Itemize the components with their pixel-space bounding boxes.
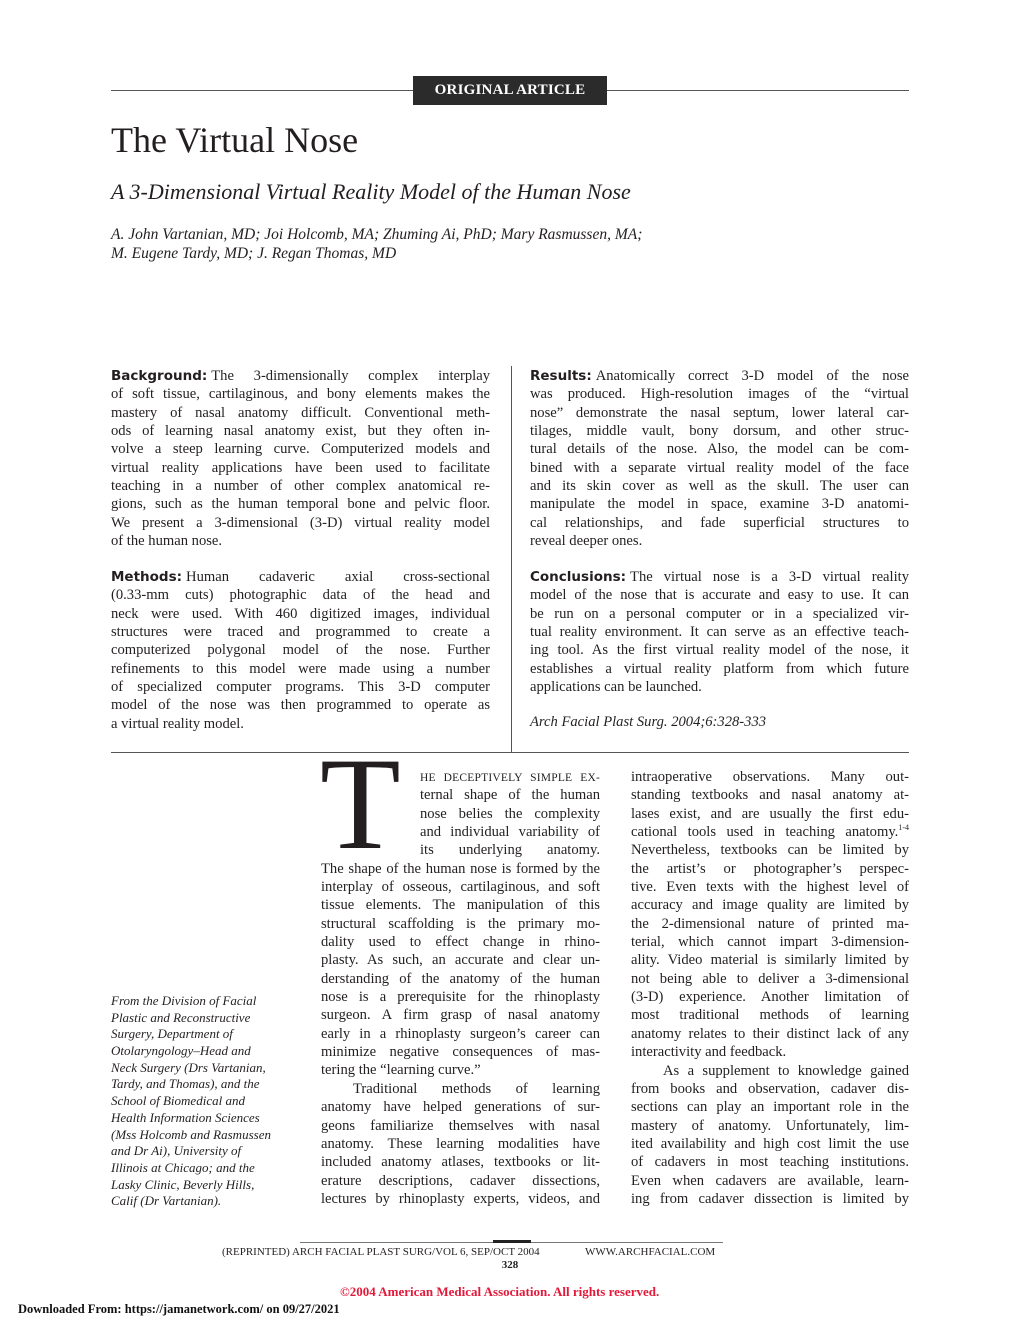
line-text: terial, which cannot impart 3-dimension- — [631, 934, 909, 951]
line-text: of cadavers in most teaching institutions. — [631, 1154, 909, 1171]
line-text: tering the “learning curve.” — [321, 1062, 481, 1079]
line-text: (3-D) experience. Another limitation of — [631, 989, 909, 1006]
line-text: of soft tissue, cartilaginous, and bony elements makes the — [111, 386, 490, 403]
text-line — [631, 1153, 909, 1171]
line-text: structures were traced and programmed to create a — [111, 624, 490, 641]
line-text: was produced. High-resolution images of the “virtual — [530, 386, 909, 403]
line-text: manipulate the model in space, examine 3-D anatomi- — [530, 496, 909, 513]
line-text: anatomy have helped generations of sur- — [321, 1099, 600, 1116]
line-text: Human cadaveric axial cross-sectional — [186, 569, 490, 585]
line-text: intraoperative observations. Many out- — [631, 769, 909, 785]
text-line — [631, 1025, 909, 1043]
line-text: computerized polygonal model of the nose. Further — [111, 642, 490, 659]
line-text: volve a steep learning curve. Computerized models and — [111, 441, 490, 458]
affiliation-line: Surgery, Department of — [111, 1026, 233, 1042]
text-line — [321, 951, 600, 969]
text-line — [321, 1098, 600, 1116]
text-line — [321, 988, 600, 1006]
text-line — [631, 915, 909, 933]
text-line — [631, 1098, 909, 1116]
text-line — [321, 1172, 600, 1190]
text-line — [420, 768, 600, 786]
text-line — [111, 678, 490, 696]
line-text: Traditional methods of learning — [353, 1080, 600, 1097]
text-line — [420, 841, 600, 859]
line-text: accuracy and image quality are limited by — [631, 897, 909, 914]
text-line — [530, 422, 909, 440]
affiliation-line: Plastic and Reconstructive — [111, 1009, 251, 1025]
text-line — [420, 805, 600, 823]
text-line — [321, 1190, 600, 1208]
text-line — [530, 678, 909, 696]
affiliation-line: Lasky Clinic, Beverly Hills, — [111, 1176, 255, 1192]
abstract-results — [530, 367, 909, 550]
line-text: The 3-dimensionally complex interplay — [211, 368, 490, 384]
text-line — [530, 477, 909, 495]
affiliation-line: Neck Surgery (Drs Vartanian, — [111, 1059, 266, 1075]
text-line — [111, 568, 490, 586]
line-text: mastery of nasal anatomy difficult. Conventional meth- — [111, 404, 490, 421]
line-text: erature descriptions, cadaver dissections, — [321, 1172, 600, 1189]
text-line — [631, 1043, 909, 1061]
article-type-badge: ORIGINAL ARTICLE — [413, 76, 607, 105]
citation: Arch Facial Plast Surg. 2004;6:328-333 — [530, 714, 767, 730]
text-line — [530, 440, 909, 458]
abstract-conclusions — [530, 568, 909, 696]
text-line — [111, 459, 490, 477]
text-line — [530, 367, 909, 385]
text-line — [631, 823, 909, 841]
abstract-column-divider — [511, 366, 512, 752]
text-line — [530, 568, 909, 586]
line-text: the artist’s or photographer’s perspec- — [631, 860, 909, 877]
affiliation-line: School of Biomedical and — [111, 1093, 245, 1109]
text-line — [321, 1117, 600, 1135]
line-text: and individual variability of — [420, 824, 600, 841]
section-label: Results: — [530, 368, 592, 384]
footer-journal: (REPRINTED) ARCH FACIAL PLAST SURG/VOL 6, SEP/OCT 2004 — [222, 1246, 540, 1258]
body-column-2 — [321, 860, 600, 1209]
line-text: anatomy. These learning modalities have — [321, 1135, 600, 1152]
article-title: The Virtual Nose — [111, 120, 359, 160]
text-line — [631, 1006, 909, 1024]
line-text: virtual reality applications have been used to facilitate — [111, 459, 490, 476]
download-notice: Downloaded From: https://jamanetwork.com/ on 09/27/2021 — [18, 1302, 340, 1316]
line-text: lectures by rhinoplasty experts, videos, and — [321, 1190, 600, 1207]
text-line — [111, 715, 490, 733]
copyright-notice: ©2004 American Medical Association. All rights reserved. — [340, 1284, 660, 1299]
text-line — [321, 1153, 600, 1171]
text-line — [321, 915, 600, 933]
line-text: The shape of the human nose is formed by the — [321, 860, 600, 877]
line-text: tual reality environment. It can serve as an effective teach- — [530, 624, 909, 641]
text-line — [321, 970, 600, 988]
text-line — [111, 495, 490, 513]
line-text: cal relationships, and fade superficial structures to — [530, 514, 909, 531]
text-line — [111, 623, 490, 641]
text-line — [111, 660, 490, 678]
author-line: M. Eugene Tardy, MD; J. Regan Thomas, MD — [111, 245, 397, 262]
text-line — [631, 951, 909, 969]
reference-superscript[interactable]: 1-4 — [898, 823, 909, 833]
text-line — [530, 459, 909, 477]
line-text: sections can play an important role in the — [631, 1099, 909, 1116]
line-text: applications can be launched. — [530, 679, 702, 696]
line-text: from books and observation, cadaver dis- — [631, 1080, 909, 1097]
text-line — [530, 586, 909, 604]
line-text: of the human nose. — [111, 533, 223, 550]
line-text: cational tools used in teaching anatomy. — [631, 824, 899, 841]
text-line — [631, 786, 909, 804]
abstract-bottom-rule — [111, 752, 909, 753]
line-text: ternal shape of the human — [420, 787, 600, 804]
line-text: ality. Video material is similarly limited by — [631, 952, 909, 969]
line-text: establishes a virtual reality platform from which future — [530, 660, 909, 677]
text-line — [631, 841, 909, 859]
affiliation-line: Tardy, and Thomas), and the — [111, 1076, 260, 1092]
text-line — [631, 933, 909, 951]
line-text: ing from cadaver dissection is limited by — [631, 1190, 909, 1207]
footer-website[interactable]: WWW.ARCHFACIAL.COM — [585, 1246, 716, 1258]
line-text: tilages, middle vault, bony dorsum, and other struc- — [530, 423, 909, 440]
text-line — [530, 404, 909, 422]
line-text: geons familiarize themselves with nasal — [321, 1117, 600, 1134]
affiliation-line: Otolaryngology–Head and — [111, 1043, 251, 1059]
drop-cap: T — [320, 730, 401, 877]
text-line — [111, 532, 490, 550]
text-line — [321, 1006, 600, 1024]
text-line — [321, 1061, 600, 1079]
text-line — [321, 933, 600, 951]
affiliation-line: Illinois at Chicago; and the — [111, 1159, 255, 1175]
text-line — [321, 860, 600, 878]
line-text: lases exist, and are usually the first edu- — [631, 805, 909, 822]
line-text: dality used to effect change in rhino- — [321, 934, 600, 951]
text-line — [530, 660, 909, 678]
article-subtitle: A 3-Dimensional Virtual Reality Model of the Human Nose — [111, 179, 631, 204]
footer-journal-info — [222, 1245, 722, 1259]
line-text: model of the nose was then programmed to operate as — [111, 697, 490, 714]
line-text: mastery of anatomy. Unfortunately, lim- — [631, 1117, 909, 1134]
author-list — [111, 225, 642, 263]
line-text: a virtual reality model. — [111, 715, 244, 732]
text-line — [321, 1025, 600, 1043]
page-number: 328 — [501, 1259, 519, 1271]
line-text: minimize negative consequences of mas- — [321, 1044, 600, 1061]
line-text: ing tool. As the first virtual reality model of the nose, it — [530, 642, 909, 659]
line-text: structural scaffolding is the primary mo- — [321, 915, 600, 932]
line-text: teaching in a number of other complex anatomical re- — [111, 478, 490, 495]
text-line — [111, 477, 490, 495]
text-line — [631, 1190, 909, 1208]
text-line — [631, 970, 909, 988]
line-text: reveal deeper ones. — [530, 533, 643, 550]
text-line — [111, 440, 490, 458]
text-line — [530, 623, 909, 641]
line-text: tural details of the nose. Also, the model can be com- — [530, 441, 909, 458]
text-line — [111, 641, 490, 659]
author-line: A. John Vartanian, MD; Joi Holcomb, MA; Zhuming Ai, PhD; Mary Rasmussen, MA; — [111, 226, 643, 243]
line-text: be run on a personal computer or in a specialized vir- — [530, 605, 909, 622]
line-text: nose” demonstrate the nasal septum, lower lateral car- — [530, 404, 909, 421]
text-line — [111, 696, 490, 714]
line-text: We present a 3-dimensional (3-D) virtual reality model — [111, 514, 490, 531]
line-text: interplay of osseous, cartilaginous, and soft — [321, 879, 600, 896]
text-line — [631, 1062, 909, 1080]
text-line — [111, 422, 490, 440]
text-line — [111, 404, 490, 422]
line-text: not being able to deliver a 3-dimensional — [631, 970, 909, 987]
line-text: derstanding of the anatomy of the human — [321, 970, 600, 987]
line-text: standing textbooks and nasal anatomy at- — [631, 787, 909, 804]
line-text: ods of learning nasal anatomy exist, but they often in- — [111, 423, 490, 440]
affiliation-line: and Dr Ai), University of — [111, 1143, 242, 1159]
text-line — [420, 823, 600, 841]
line-text: Anatomically correct 3-D model of the nose — [595, 368, 909, 384]
text-line — [111, 514, 490, 532]
text-line — [530, 532, 909, 550]
section-label: Background: — [111, 368, 208, 384]
text-line — [631, 1117, 909, 1135]
line-text: refinements to this model were made using a number — [111, 660, 490, 677]
text-line — [321, 1043, 600, 1061]
text-line — [321, 878, 600, 896]
line-text: HE DECEPTIVELY SIMPLE EX- — [420, 772, 600, 784]
line-text: surgeon. A firm grasp of nasal anatomy — [321, 1007, 600, 1024]
text-line — [631, 768, 909, 786]
line-text: plasty. As such, an accurate and clear un- — [321, 952, 600, 969]
line-text: The virtual nose is a 3-D virtual reality — [630, 569, 909, 585]
abstract-background — [111, 367, 490, 550]
text-line — [530, 641, 909, 659]
text-line — [631, 805, 909, 823]
line-text: tissue elements. The manipulation of this — [321, 897, 600, 914]
line-text: gions, such as the human temporal bone and pelvic floor. — [111, 496, 490, 513]
line-text: neck were used. With 460 digitized images, individual — [111, 605, 490, 622]
text-line — [321, 1080, 600, 1098]
line-text: anatomy relates to their distinct lack of any — [631, 1025, 909, 1042]
affiliation-line: Calif (Dr Vartanian). — [111, 1193, 222, 1209]
affiliation-note — [111, 993, 291, 1210]
text-line — [631, 860, 909, 878]
text-line — [111, 586, 490, 604]
text-line — [631, 988, 909, 1006]
line-text: As a supplement to knowledge gained — [663, 1062, 909, 1079]
line-text: and its skin cover as well as the skull. The user can — [530, 478, 909, 495]
text-line — [111, 385, 490, 403]
abstract-methods — [111, 568, 490, 733]
text-line — [530, 385, 909, 403]
line-text: (0.33-mm cuts) photographic data of the head and — [111, 587, 490, 604]
text-line — [631, 1080, 909, 1098]
text-line — [631, 1172, 909, 1190]
line-text: most traditional methods of learning — [631, 1007, 909, 1024]
body-column-3 — [631, 768, 909, 1208]
text-line — [631, 1135, 909, 1153]
line-text: Nevertheless, textbooks can be limited by — [631, 842, 909, 859]
affiliation-line: Health Information Sciences — [111, 1109, 260, 1125]
line-text: early in a rhinoplasty surgeon’s career can — [321, 1025, 600, 1042]
footer-rule-mark — [493, 1240, 531, 1243]
text-line — [631, 878, 909, 896]
text-line — [631, 896, 909, 914]
line-text: nose belies the complexity — [420, 805, 600, 822]
line-text: interactivity and feedback. — [631, 1044, 787, 1061]
line-text: tive. Even texts with the highest level of — [631, 879, 909, 896]
text-line — [420, 786, 600, 804]
line-text: its underlying anatomy. — [420, 842, 600, 859]
affiliation-line: From the Division of Facial — [111, 993, 257, 1008]
text-line — [530, 495, 909, 513]
text-line — [530, 514, 909, 532]
text-line — [111, 605, 490, 623]
text-line — [111, 367, 490, 385]
line-text: Even when cadavers are available, learn- — [631, 1172, 909, 1189]
text-line — [321, 896, 600, 914]
line-text: ited availability and high cost limit the use — [631, 1135, 909, 1152]
text-line — [321, 1135, 600, 1153]
intro-dropcap-lines — [420, 768, 600, 860]
line-text: nose is a prerequisite for the rhinoplasty — [321, 989, 600, 1006]
affiliation-line: (Mss Holcomb and Rasmussen — [111, 1126, 271, 1142]
text-line — [530, 605, 909, 623]
section-label: Conclusions: — [530, 569, 627, 585]
line-text: bined with a separate virtual reality model of the face — [530, 459, 909, 476]
line-text: included anatomy atlases, textbooks or lit- — [321, 1154, 600, 1171]
section-label: Methods: — [111, 569, 183, 585]
line-text: of specialized computer programs. This 3-D computer — [111, 679, 490, 696]
line-text: model of the nose that is accurate and easy to use. It can — [530, 587, 909, 604]
line-text: the 2-dimensional nature of printed ma- — [631, 915, 909, 932]
